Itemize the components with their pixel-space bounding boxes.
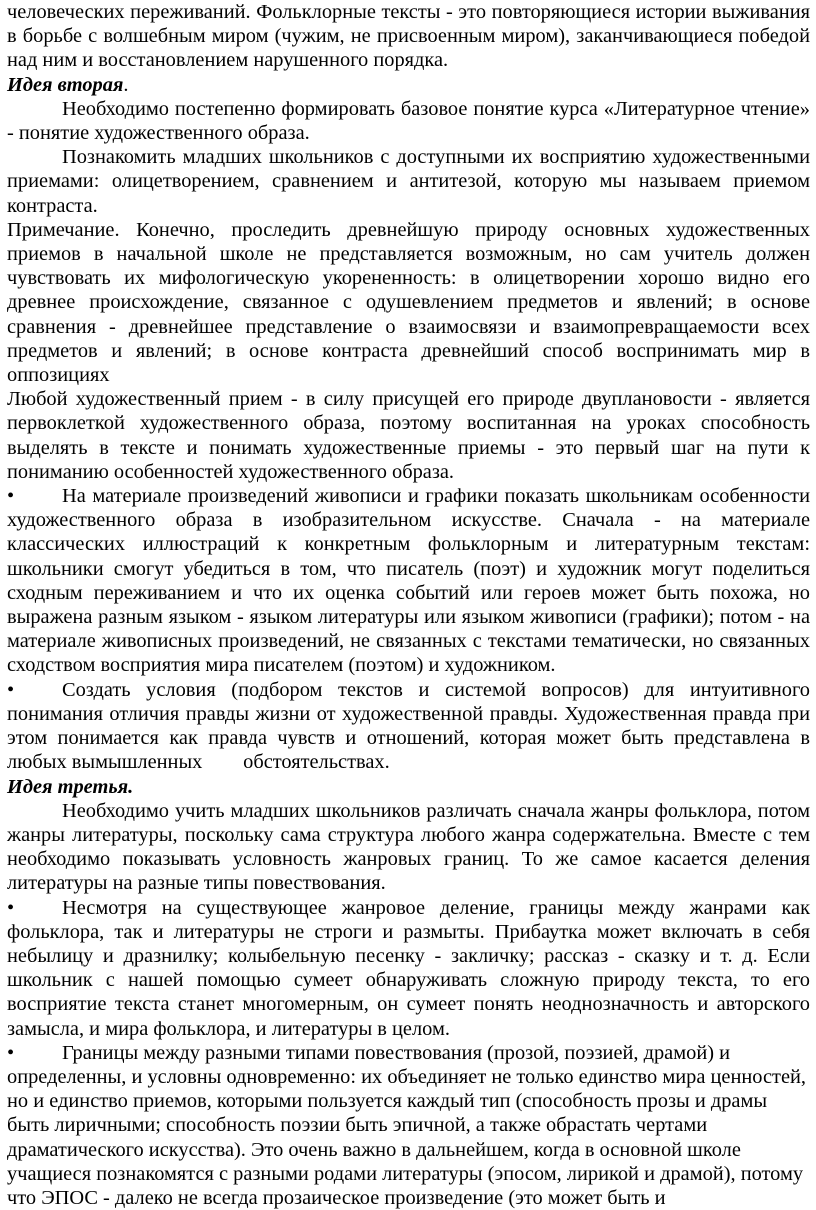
bullet-icon: • (7, 896, 15, 919)
paragraph-intro: человеческих переживаний. Фольклорные тексты - это повторяющиеся истории выживания в борьбе с волшебным миром (чужим, не присвоенным миром), заканчивающиеся победой над ним и восстановлением нарушенного порядка. (7, 1, 810, 72)
paragraph-concept: Необходимо постепенно формировать базовое понятие курса «Литературное чтение» - понятие художественного образа. (7, 97, 810, 145)
paragraph-devices: Познакомить младших школьников с доступными их восприятию художественными приемами: олицетворением, сравнением и антитезой, которую мы называем приемом контраста. (7, 146, 810, 217)
bullet-icon: • (7, 485, 15, 508)
bullet-item-truth (7, 678, 816, 775)
heading-idea-two (7, 73, 810, 97)
bullet-item-narration-types (7, 1041, 810, 1210)
paragraph-genres: Необходимо учить младших школьников различать сначала жанры фольклора, потом жанры литературы, поскольку сама структура любого жанра содержательна. Вместе с тем необходимо показывать условность жанровых границ. То же самое касается деления литературы на разные типы повествования. (7, 799, 810, 895)
heading-idea-two-text: Идея вторая (7, 73, 124, 96)
bullet-item-genre-borders (7, 896, 810, 1041)
bullet-text-painting: На материале произведений живописи и графики показать школьникам особенности художественного образа в изобразительном искусстве. Сначала - на материале классических иллюстраций к конкретным фольклорным и литературным текстам: школьники смогут убедиться в том, что писатель (поэт) и художник могут поделиться сходным переживанием и что их оценка событий или героев может быть похожа, но выражена разным языком - языком литературы или языком живописи (графики); потом - на материале живописных произведений, не связанных с текстами тематически, но связанных сходством восприятия мира писателем (поэтом) и художником. (7, 485, 810, 677)
bullet-icon: • (7, 678, 15, 701)
bullet-item-painting (7, 484, 810, 678)
heading-idea-three: Идея третья. (7, 775, 134, 798)
paragraph-note: Примечание. Конечно, проследить древнейшую природу основных художественных приемов в начальной школе не представляется возможным, но сам учитель должен чувствовать их мифологическую укорененность: в олицетворении хорошо видно его древнее происхождение, связанное с одушевлением предметов и явлений; в основе сравнения - древнейшее представление о взаимосвязи и взаимопревращаемости всех предметов и явлений; в основе контраста древнейший способ воспринимать мир в оппозициях (7, 218, 810, 387)
bullet-text-genre-borders: Несмотря на существующее жанровое деление, границы между жанрами как фольклора, так и литературы не строги и размыты. Прибаутка может включать в себя небылицу и дразнилку; колыбельную песенку - закличку; рассказ - сказку и т. д. Если школьник с нашей помощью сумеет обнаруживать сложную природу текста, то его восприятие текста станет многомерным, он сумеет понять неоднозначность и авторского замысла, и мира фольклора, и литературы в целом. (7, 896, 810, 1040)
bullet-text-truth: Создать условия (подбором текстов и системой вопросов) для интуитивного понимания отличия правды жизни от художественной правды. Художественная правда при этом понимается как правда чувств и отношений, которая может быть представлена в любых вымышленных обстоятельствах. (7, 678, 816, 774)
bullet-text-narration-types: Границы между разными типами повествования (прозой, поэзией, драмой) и определенны, и условны одновременно: их объединяет не только единство мира ценностей, но и единство приемов, которыми пользуется каждый тип (способность прозы и драмы быть лиричными; способность поэзии быть эпичной, а также обрастать чертами драматического искусства). Это очень важно в дальнейшем, когда в основной школе учащиеся познакомятся с разными родами литературы (эпосом, лирикой и драмой), потому что ЭПОС - далеко не всегда прозаическое произведение (это может быть и (7, 1041, 807, 1209)
bullet-icon: • (7, 1041, 15, 1064)
paragraph-artistic-device: Любой художественный прием - в силу присущей его природе двуплановости - является первоклеткой художественного образа, поэтому воспитанная на уроках способность выделять в тексте и понимать художественные приемы - это первый шаг на пути к пониманию особенностей художественного образа. (7, 388, 810, 483)
heading-idea-two-dot: . (123, 73, 129, 96)
